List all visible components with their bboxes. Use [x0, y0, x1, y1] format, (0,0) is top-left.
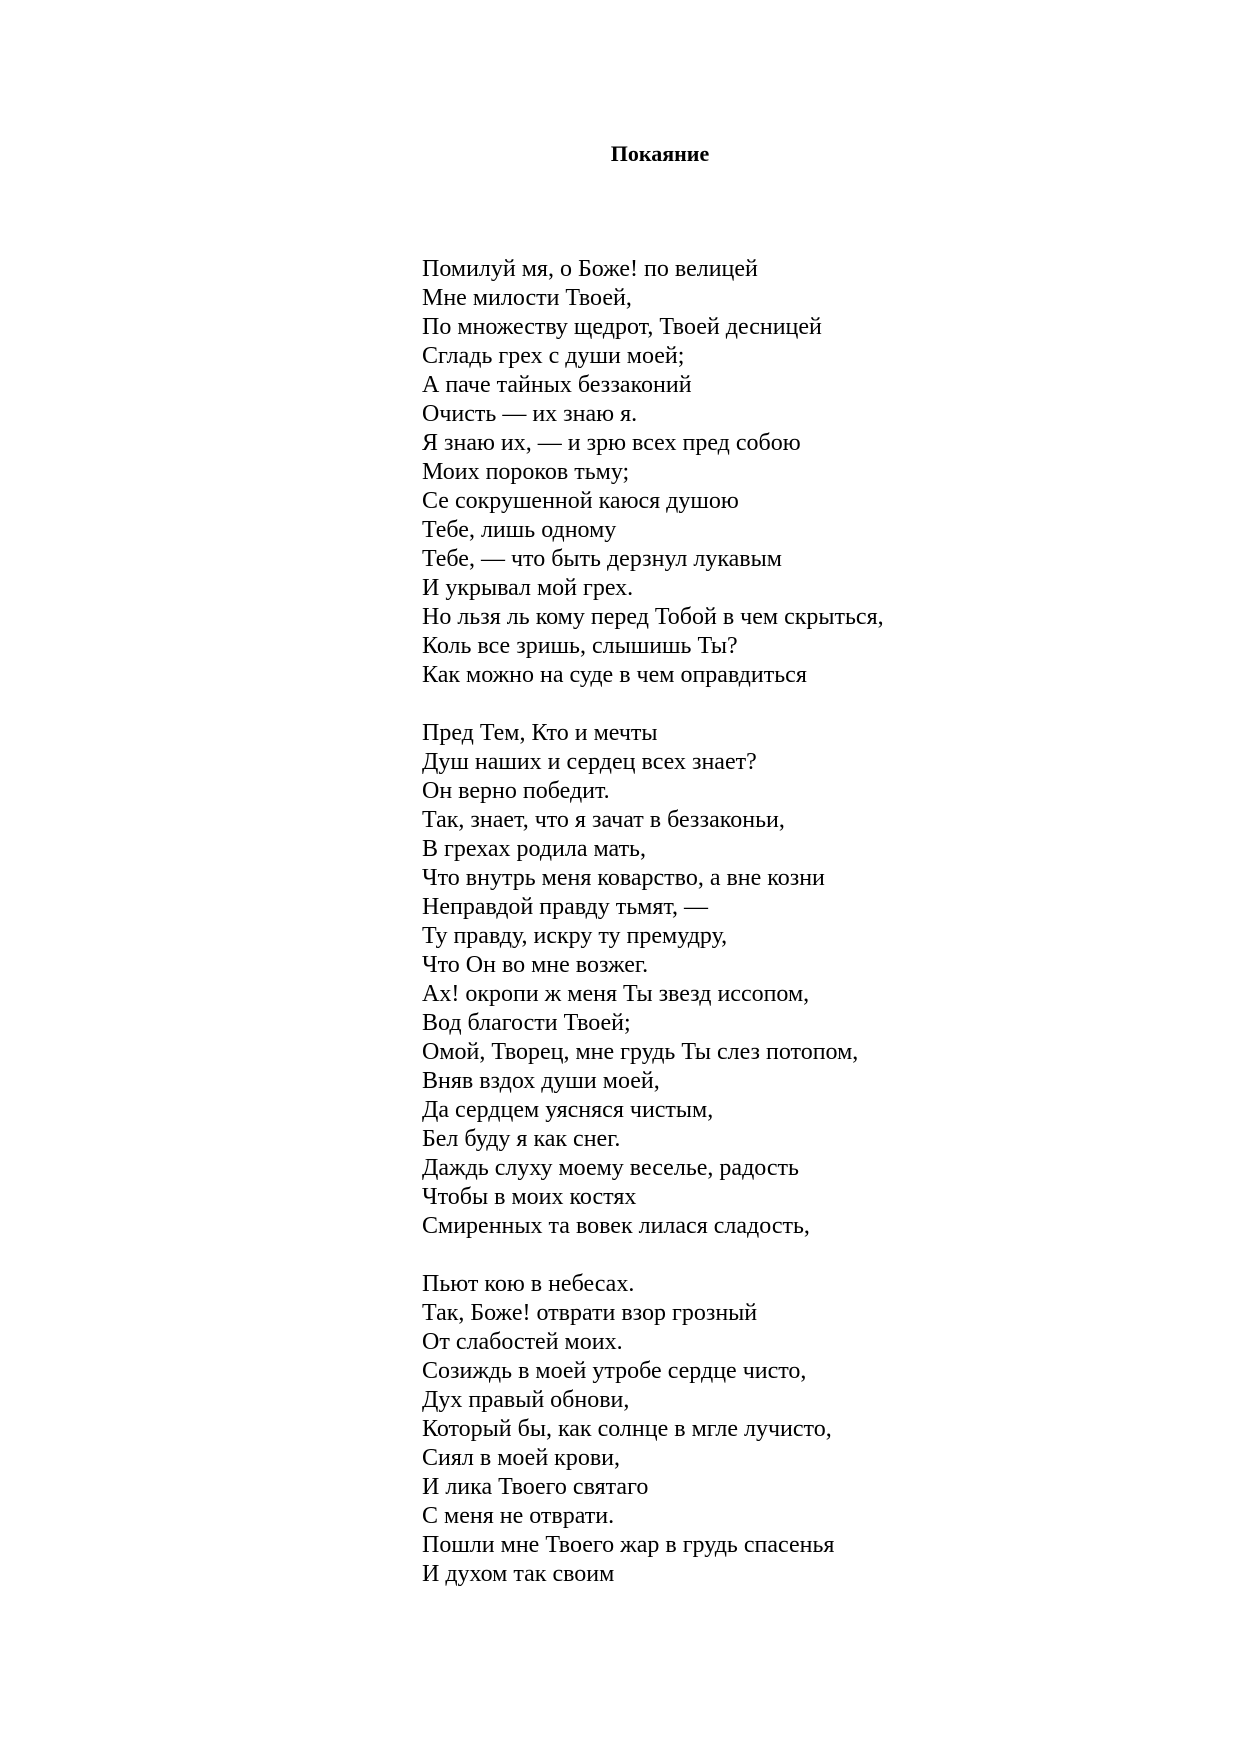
poem-line: Омой, Творец, мне грудь Ты слез потопом, — [422, 1039, 859, 1065]
poem-body — [422, 255, 1202, 1618]
poem-line: С меня не отврати. — [422, 1503, 615, 1529]
poem-line: Так, знает, что я зачат в беззаконьи, — [422, 807, 785, 833]
poem-line: Сиял в моей крови, — [422, 1445, 621, 1471]
poem-line: Пошли мне Твоего жар в грудь спасенья — [422, 1532, 835, 1558]
stanza-3 — [422, 1270, 1202, 1589]
poem-line: Помилуй мя, о Боже! по велицей — [422, 256, 758, 282]
poem-line: Который бы, как солнце в мгле лучисто, — [422, 1416, 832, 1442]
poem-line: В грехах родила мать, — [422, 836, 647, 862]
poem-line: Коль все зришь, слышишь Ты? — [422, 633, 738, 659]
poem-line: Я знаю их, — и зрю всех пред собою — [422, 430, 801, 456]
poem-line: Смиренных та вовек лилася сладость, — [422, 1213, 810, 1239]
poem-line: Се сокрушенной каюся душою — [422, 488, 739, 514]
poem-line: Да сердцем уясняся чистым, — [422, 1097, 714, 1123]
poem-line: И лика Твоего святаго — [422, 1474, 649, 1500]
poem-line: И укрывал мой грех. — [422, 575, 634, 601]
poem-line: Так, Боже! отврати взор грозный — [422, 1300, 758, 1326]
poem-line: Пред Тем, Кто и мечты — [422, 720, 658, 746]
poem-line: Пьют кою в небесах. — [422, 1271, 635, 1297]
poem-line: Даждь слуху моему веселье, радость — [422, 1155, 799, 1181]
poem-line: Ту правду, искру ту премудру, — [422, 923, 728, 949]
poem-line: Вод благости Твоей; — [422, 1010, 631, 1036]
poem-line: Как можно на суде в чем оправдиться — [422, 662, 807, 688]
poem-line: Тебе, — что быть дерзнул лукавым — [422, 546, 782, 572]
stanza-1 — [422, 255, 1202, 690]
poem-line: Чтобы в моих костях — [422, 1184, 637, 1210]
poem-title: Покаяние — [610, 141, 710, 166]
poem-line: Бел буду я как снег. — [422, 1126, 621, 1152]
poem-line: Сгладь грех с души моей; — [422, 343, 685, 369]
poem-line: Неправдой правду тьмят, — — [422, 894, 709, 920]
poem-line: Очисть — их знаю я. — [422, 401, 638, 427]
poem-line: По множеству щедрот, Твоей десницей — [422, 314, 822, 340]
poem-line: Созиждь в моей утробе сердце чисто, — [422, 1358, 807, 1384]
poem-line: Но льзя ль кому перед Тобой в чем скрыться, — [422, 604, 884, 630]
poem-line: И духом так своим — [422, 1561, 615, 1587]
poem-line: Ах! окропи ж меня Ты звезд иссопом, — [422, 981, 810, 1007]
poem-line: От слабостей моих. — [422, 1329, 623, 1355]
poem-line: Тебе, лишь одному — [422, 517, 617, 543]
poem-line: Душ наших и сердец всех знает? — [422, 749, 757, 775]
poem-line: Что внутрь меня коварство, а вне козни — [422, 865, 825, 891]
poem-line: Моих пороков тьму; — [422, 459, 630, 485]
poem-line: Мне милости Твоей, — [422, 285, 632, 311]
poem-line: Он верно победит. — [422, 778, 610, 804]
poem-line: Что Он во мне возжег. — [422, 952, 649, 978]
poem-line: А паче тайных беззаконий — [422, 372, 692, 398]
stanza-2 — [422, 719, 1202, 1241]
poem-line: Вняв вздох души моей, — [422, 1068, 660, 1094]
poem-line: Дух правый обнови, — [422, 1387, 630, 1413]
